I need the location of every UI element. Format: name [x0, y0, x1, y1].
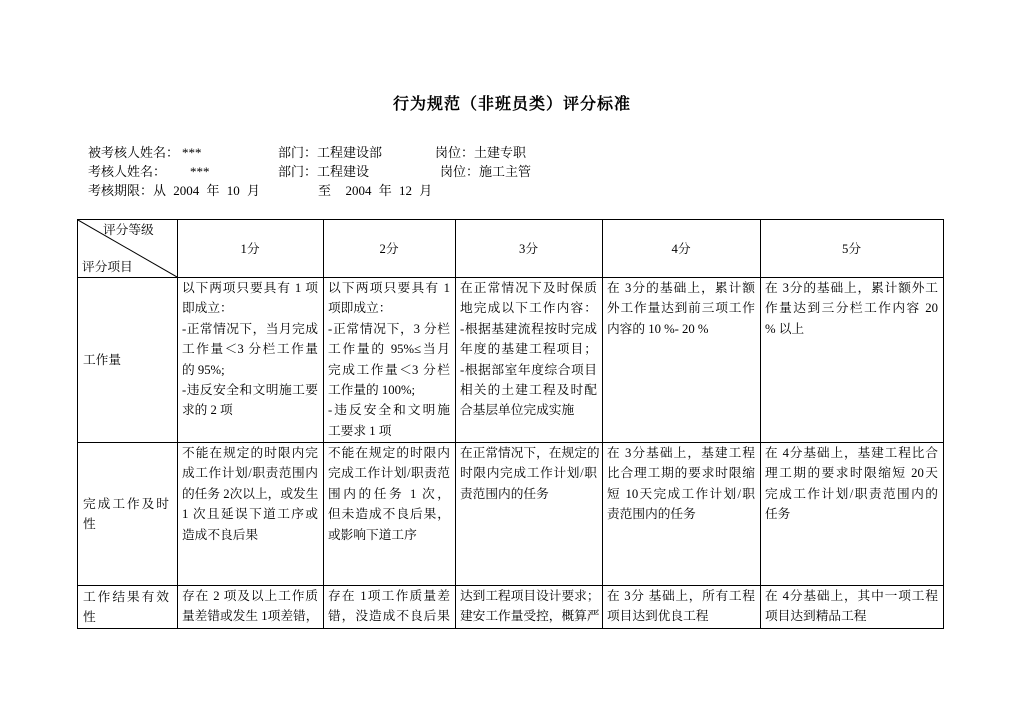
grade-header-4: 4分 [603, 220, 761, 278]
header-row [78, 220, 944, 278]
criterion-line: 求的 2 项 [182, 403, 233, 418]
criterion-line: 造成不良后果 [182, 527, 259, 542]
assessee-name: *** [182, 145, 202, 160]
criterion-line: -违反安全和文明施工要 [182, 382, 318, 397]
criterion-line: 不能在规定的时限内完 [182, 446, 318, 460]
criterion-line: 在正常情况下及时保质 [460, 281, 597, 295]
work-volume-row [78, 278, 944, 443]
work-volume-score-1-cell [178, 278, 324, 443]
grade-axis-label: 评分等级 [103, 223, 154, 237]
item-axis-label: 评分项目 [82, 260, 133, 274]
result-effectiveness-score-3-cell [456, 586, 603, 629]
criterion-line: -根据部室年度综合项目 [460, 362, 597, 377]
assessee-department: 部门：工程建设部 [278, 145, 383, 160]
criterion-line: 时限内完成工作计划/职 [460, 466, 597, 481]
timeliness-item-cell [78, 443, 178, 586]
criterion-line: 的任务 2次以上，或发生 [182, 486, 319, 501]
criterion-line: 项目达到精品工程 [765, 609, 867, 624]
criterion-line: 建安工作量受控，概算严 [460, 609, 600, 624]
criterion-line: -违反安全和文明施 [328, 403, 450, 418]
assessor-name-label: 考核人姓名： [88, 164, 167, 179]
assessor-name: *** [190, 164, 210, 179]
criterion-line: 任务 [765, 507, 791, 522]
document-title: 行为规范（非班员类）评分标准 [392, 96, 631, 113]
result-effectiveness-score-4-cell [603, 586, 761, 629]
criterion-line: 理工期的要求时限缩短 20天 [765, 466, 938, 481]
criterion-line: 合基层单位完成实施 [460, 403, 575, 418]
grade-header-5: 5分 [761, 220, 944, 278]
period-from: 考核期限：从 2004 年 10 月 [88, 183, 261, 198]
assessor-position: 岗位：施工主管 [440, 164, 532, 179]
criterion-line: 成工作计划/职责范围内 [182, 466, 318, 481]
criterion-line: 工作量＜3 分栏工作量 [182, 342, 318, 357]
scoring-table [77, 219, 944, 629]
item-label-line: 性 [83, 610, 96, 624]
result-effectiveness-score-1-cell [178, 586, 324, 629]
criterion-line: 即成立： [182, 301, 233, 316]
criterion-line: 相关的土建工程及时配 [460, 382, 597, 397]
criterion-line: 工作量的 100%; [328, 382, 416, 397]
timeliness-score-4-cell [603, 443, 761, 586]
item-label-line: 完成工作及时 [83, 496, 169, 511]
criterion-line: % 以上 [765, 321, 805, 336]
criterion-line: 但未造成不良后果， [328, 507, 450, 522]
grade-header-1: 1分 [178, 220, 324, 278]
timeliness-score-5-cell [761, 443, 944, 586]
grade-header-2: 2分 [324, 220, 456, 278]
work-volume-score-5-cell [761, 278, 944, 443]
criterion-line: 外工作量达到前三项工作 [607, 301, 755, 316]
criterion-line: 1 次且延误下道工序或 [182, 507, 318, 522]
corner-header-cell [78, 220, 178, 278]
criterion-line: 以下两项只要具有 1 [328, 281, 450, 295]
criterion-line: 作量达到三分栏工作内容 20 [765, 301, 938, 316]
result-effectiveness-item-cell [78, 586, 178, 629]
criterion-line: 责范围内的任务 [607, 507, 696, 522]
criterion-line: 项目达到优良工程 [607, 609, 709, 624]
criterion-line: 存在 2 项及以上工作质 [182, 589, 318, 603]
result-effectiveness-row [78, 586, 944, 629]
period-to: 至 2004 年 12 月 [318, 183, 433, 198]
assessee-name-label: 被考核人姓名： [88, 145, 180, 160]
criterion-line: 工作量的 95%≤当月 [328, 342, 450, 357]
criterion-line: 错，没造成不良后果 [328, 609, 450, 624]
criterion-line: 年度的基建工程项目； [460, 342, 597, 357]
result-effectiveness-score-5-cell [761, 586, 944, 629]
criterion-line: 量差错或发生 1项差错， [182, 609, 319, 624]
criterion-line: 完成工作量＜3 分栏 [328, 362, 450, 377]
criterion-line: 项即成立： [328, 301, 392, 316]
criterion-line: -正常情况下，3 分栏 [328, 321, 450, 336]
criterion-line: 以下两项只要具有 1 项 [182, 281, 318, 295]
criterion-line: 或影响下道工序 [328, 527, 417, 542]
criterion-line: 的 95%; [182, 362, 225, 377]
criterion-line: 内容的 10 %- 20 % [607, 321, 709, 336]
criterion-line: 在 3分 基础上，所有工程 [607, 589, 755, 603]
criterion-line: 短 10天完成工作计划/职 [607, 486, 755, 501]
criterion-line: 达到工程项目设计要求； [460, 589, 600, 603]
timeliness-score-3-cell [456, 443, 603, 586]
assessor-department: 部门：工程建设 [278, 164, 370, 179]
item-label-line: 性 [83, 517, 96, 531]
criterion-line: 存在 1项工作质量差 [328, 589, 450, 603]
timeliness-row [78, 443, 944, 586]
criterion-line: 在 4分基础上，基建工程比合 [765, 446, 938, 460]
criterion-line: 比合理工期的要求时限缩 [607, 466, 755, 481]
criterion-line: 在正常情况下，在规定的 [460, 446, 600, 460]
timeliness-score-1-cell [178, 443, 324, 586]
work-volume-item-cell [78, 278, 178, 443]
criterion-line: -根据基建流程按时完成 [460, 321, 597, 336]
criterion-line: 在 3分基础上，基建工程 [607, 446, 755, 460]
criterion-line: 围内的任务 1 次， [328, 486, 450, 501]
criterion-line: 完成工作计划/职责范 [328, 466, 450, 481]
result-effectiveness-score-2-cell [324, 586, 456, 629]
criterion-line: 地完成以下工作内容： [460, 301, 597, 316]
grade-header-3: 3分 [456, 220, 603, 278]
criterion-line: 在 3分的基础上，累计额外工 [765, 281, 938, 295]
criterion-line: 在 3分的基础上，累计额 [607, 281, 755, 295]
criterion-line: -正常情况下，当月完成 [182, 321, 318, 336]
criterion-line: 不能在规定的时限内 [328, 446, 450, 460]
scoring-table-body [78, 220, 944, 629]
item-label-line: 工作结果有效 [83, 589, 169, 604]
work-volume-score-2-cell [324, 278, 456, 443]
criterion-line: 责范围内的任务 [460, 486, 549, 501]
item-label-line: 工作量 [83, 352, 122, 367]
work-volume-score-4-cell [603, 278, 761, 443]
work-volume-score-3-cell [456, 278, 603, 443]
assessee-position: 岗位：土建专职 [435, 145, 527, 160]
timeliness-score-2-cell [324, 443, 456, 586]
criterion-line: 在 4分基础上，其中一项工程 [765, 589, 938, 603]
criterion-line: 完成工作计划/职责范围内的 [765, 486, 938, 501]
criterion-line: 工要求 1 项 [328, 423, 392, 438]
